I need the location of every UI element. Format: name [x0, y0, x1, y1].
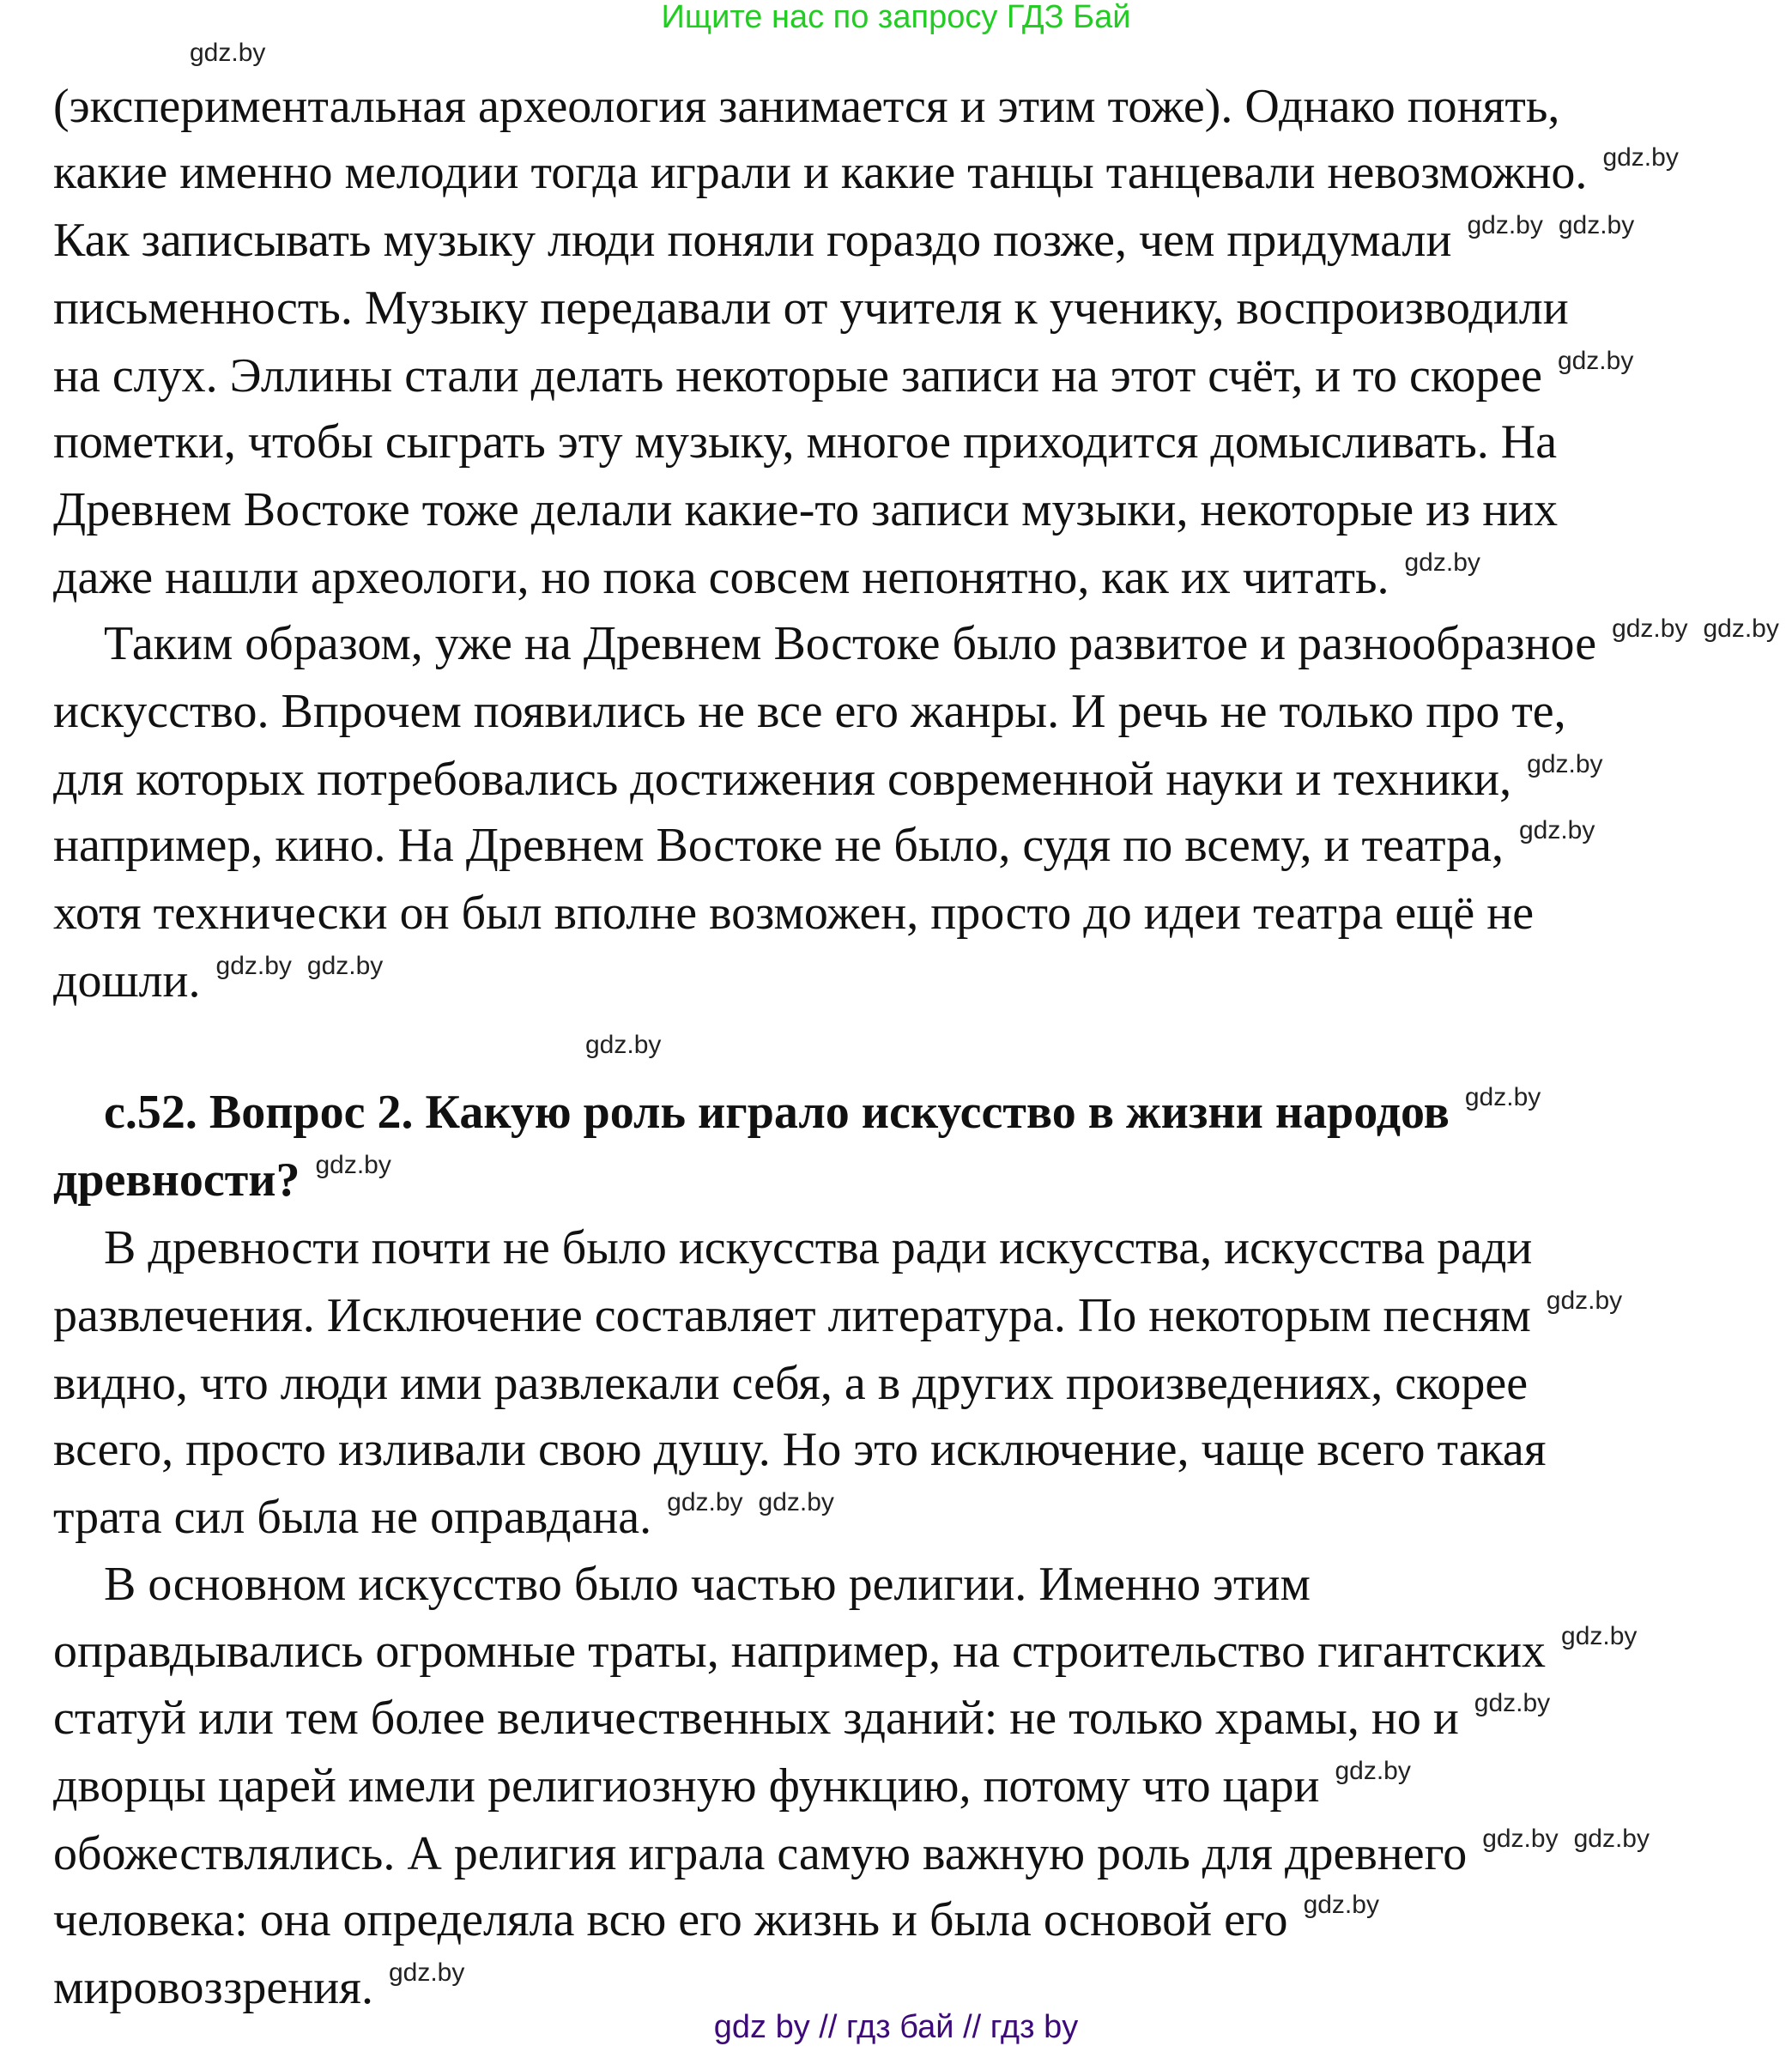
watermark: gdz.by [1404, 548, 1480, 577]
footer-links[interactable]: gdz by // гдз бай // гдз by [713, 2009, 1079, 2045]
question-heading [104, 1079, 1541, 1146]
text-line [53, 1282, 1622, 1349]
text-line [53, 342, 1633, 409]
text-line-content: дворцы царей имели религиозную функцию, потому что цари [53, 1759, 1320, 1813]
watermark: gdz.by [1482, 1825, 1559, 1853]
text-line-content: для которых потребовались достижения современной науки и техники, [53, 753, 1512, 806]
text-line-content: видно, что люди ими развлекали себя, а в других произведениях, скорее [53, 1357, 1529, 1410]
watermark: gdz.by [1474, 1689, 1551, 1717]
text-line [53, 1685, 1550, 1752]
watermark: gdz.by [1558, 211, 1635, 239]
watermark: gdz.by [585, 1031, 662, 1059]
text-line-content: Таким образом, уже на Древнем Востоке было развитое и разнообразное [104, 617, 1597, 670]
text-line [53, 1820, 1650, 1887]
watermark: gdz.by [1464, 1083, 1541, 1111]
text-line-content: мировоззрения. [53, 1961, 373, 2014]
text-line [53, 275, 1569, 342]
text-line-content: всего, просто изливали свою душу. Но это исключение, чаще всего такая [53, 1423, 1547, 1476]
text-line-content: развлечения. Исключение составляет литература. По некоторым песням [53, 1289, 1531, 1342]
text-line-content: искусство. Впрочем появились не все его жанры. И речь не только про те, [53, 685, 1566, 738]
text-line-content: например, кино. На Древнем Востоке не было, судя по всему, и театра, [53, 819, 1504, 872]
text-line [53, 409, 1557, 475]
watermark: gdz.by [667, 1488, 743, 1516]
text-line-content: В древности почти не было искусства ради искусства, искусства ради [104, 1221, 1533, 1274]
text-line [53, 73, 1559, 140]
question-heading [53, 1147, 391, 1214]
text-line-content: Как записывать музыку люди поняли гораздо позже, чем придумали [53, 214, 1452, 267]
watermark: gdz.by [1561, 1622, 1638, 1650]
text-line-content: на слух. Эллины стали делать некоторые записи на этот счёт, и то скорее [53, 349, 1542, 403]
watermark: gdz.by [306, 952, 384, 980]
watermark: gdz.by [1527, 750, 1603, 778]
watermark: gdz.by [215, 952, 292, 980]
text-line-content: Древнем Востоке тоже делали какие-то записи музыки, некоторые из них [53, 483, 1559, 536]
text-line-content: обожествлялись. А религия играла самую важную роль для древнего [53, 1827, 1468, 1880]
text-line [53, 139, 1679, 206]
watermark: gdz.by [1335, 1757, 1411, 1785]
text-line [53, 1752, 1411, 1819]
watermark: gdz.by [758, 1488, 834, 1516]
watermark: gdz.by [1546, 1286, 1623, 1315]
text-line-content: даже нашли археологи, но пока совсем непонятно, как их читать. [53, 551, 1389, 604]
text-line-content: с.52. Вопрос 2. Какую роль играло искусство в жизни народов [104, 1086, 1450, 1139]
watermark: gdz.by [315, 1151, 391, 1179]
text-line [53, 678, 1566, 745]
text-line-content: какие именно мелодии тогда играли и какие танцы танцевали невозможно. [53, 146, 1588, 199]
watermark: gdz.by [1467, 211, 1543, 239]
text-line [53, 207, 1634, 274]
watermark: gdz.by [388, 1958, 465, 1987]
text-line-content: дошли. [53, 954, 201, 1008]
text-line-content: пометки, чтобы сыграть эту музыку, многое приходится домысливать. На [53, 415, 1558, 469]
text-line [104, 610, 1779, 677]
text-line [53, 1350, 1528, 1417]
text-line-content: В основном искусство было частью религии. Именно этим [104, 1558, 1311, 1611]
watermark: gdz.by [1518, 816, 1595, 844]
text-line-content: трата сил была не оправдана. [53, 1491, 652, 1544]
text-line-content: человека: она определяла всю его жизнь и была основой его [53, 1893, 1288, 1946]
text-line [53, 947, 383, 1014]
text-line [53, 476, 1558, 543]
text-line [53, 1886, 1379, 1953]
watermark: gdz.by [1703, 614, 1779, 643]
search-banner[interactable]: Ищите нас по запросу ГДЗ Бай [661, 0, 1131, 35]
watermark: gdz.by [1573, 1825, 1650, 1853]
watermark: gdz.by [1303, 1891, 1379, 1919]
text-line-content: письменность. Музыку передавали от учителя к ученику, воспроизводили [53, 281, 1569, 335]
text-line [53, 1618, 1637, 1685]
text-line [53, 812, 1595, 879]
text-line [53, 1416, 1547, 1483]
text-line [53, 544, 1480, 611]
text-line [104, 1214, 1532, 1281]
text-line-content: оправдывались огромные траты, например, на строительство гигантских [53, 1625, 1547, 1678]
watermark: gdz.by [190, 39, 266, 67]
text-line-content: древности? [53, 1153, 300, 1207]
watermark: gdz.by [1602, 143, 1679, 172]
text-line [104, 1551, 1311, 1618]
text-line-content: хотя технически он был вполне возможен, просто до идеи театра ещё не [53, 887, 1535, 940]
watermark: gdz.by [1557, 347, 1634, 375]
text-line-content: статуй или тем более величественных зданий: не только храмы, но и [53, 1692, 1459, 1745]
text-line [53, 880, 1534, 947]
watermark: gdz.by [1612, 614, 1688, 643]
text-line [53, 1484, 834, 1551]
text-line-content: (экспериментальная археология занимается и этим тоже). Однако понять, [53, 80, 1560, 133]
text-line [53, 746, 1603, 813]
